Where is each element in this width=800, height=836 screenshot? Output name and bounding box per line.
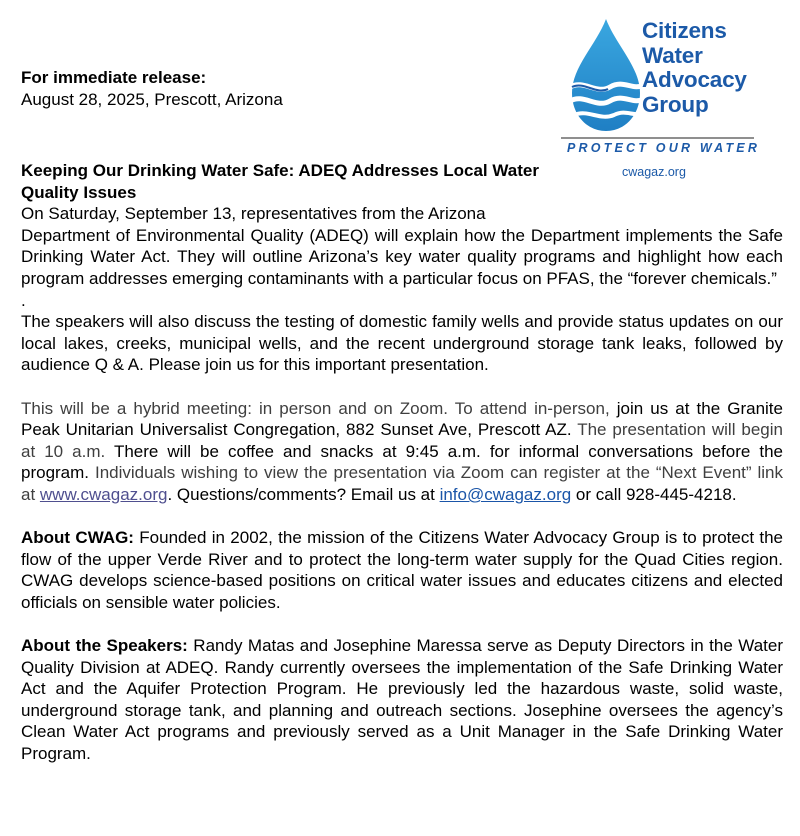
meeting-coffee: There will be coffee and snacks at 9:45 a.m. for informal conversations before the program.	[21, 441, 783, 483]
logo-wordmark	[642, 19, 747, 117]
about-cwag-text: Founded in 2002, the mission of the Citizens Water Advocacy Group is to protect the flow of the upper Verde River and to protect the long-term water supply for the Quad Cities region. CWAG develops science-based positions on critical water issues and educates citizens and elected officials on sensible water policies.	[21, 528, 784, 612]
about-speakers-paragraph	[21, 635, 783, 765]
meeting-time: The presentation will begin at 10 a.m.	[21, 420, 783, 461]
intro-first-line: On Saturday, September 13, representatives from the Arizona	[21, 204, 486, 224]
about-speakers-text: Randy Matas and Josephine Maressa serve as Deputy Directors in the Water Quality Division at ADEQ. Randy currently oversees the implementation of the Safe Drinking Water Act and the Aquifer Protection Program. He previously led the hazardous waste, solid waste, underground storage tank, and planning and outreach sections. Josephine oversees the agency’s Clean Water Act programs and previously served as a Unit Manager in the Safe Drinking Water Program.	[21, 636, 784, 764]
release-block	[21, 67, 283, 111]
meeting-paragraph	[21, 398, 783, 506]
headline: Keeping Our Drinking Water Safe: ADEQ Addresses Local Water Quality Issues	[21, 161, 539, 202]
email-link[interactable]: info@cwagaz.org	[439, 484, 572, 504]
press-release-body	[21, 160, 783, 765]
release-label: For immediate release:	[21, 68, 207, 87]
paragraph-gap	[21, 376, 783, 398]
logo-website: cwagaz.org	[622, 165, 686, 179]
logo-tagline: PROTECT OUR WATER	[567, 141, 761, 155]
logo-name-line: Citizens	[642, 18, 727, 43]
meeting-zoom: Individuals wishing to view the presentation via Zoom can register at the “Next Event” link at	[21, 463, 783, 504]
about-cwag-paragraph	[21, 527, 783, 613]
paragraph-gap	[21, 506, 783, 528]
logo-name-line: Group	[642, 91, 709, 117]
about-cwag-label: About CWAG:	[21, 528, 134, 548]
intro-paragraph: Department of Environmental Quality (ADEQ) will explain how the Department implements the Safe Drinking Water Act. They will outline Arizona’s key water quality programs and highlight how each program addresses emerging contaminants with a particular focus on PFAS, the “forever chemicals.”	[21, 225, 783, 288]
logo-name-line: Water	[642, 42, 703, 68]
water-drop-icon	[566, 17, 646, 135]
meeting-questions: . Questions/comments? Email us at	[167, 484, 440, 504]
about-speakers-label: About the Speakers:	[21, 636, 188, 656]
paragraph-gap	[21, 613, 783, 635]
separator-dot: .	[21, 290, 26, 310]
meeting-text: This will be a hybrid meeting: in person and on Zoom. To attend in-person,	[21, 398, 617, 418]
logo-divider	[561, 137, 754, 139]
logo-name-line: Advocacy	[642, 67, 747, 92]
website-link[interactable]: www.cwagaz.org	[39, 484, 168, 504]
speakers-topics-paragraph: The speakers will also discuss the testing of domestic family wells and provide status updates on our local lakes, creeks, municipal wells, and the recent underground storage tank leaks, followed by audience Q & A. Please join us for this important presentation.	[21, 312, 783, 375]
dateline: August 28, 2025, Prescott, Arizona	[21, 90, 283, 109]
meeting-location: join us at the Granite Peak Unitarian Universalist Congregation, 882 Sunset Ave, Prescott AZ.	[21, 398, 783, 440]
meeting-phone: or call 928-445-4218.	[571, 484, 737, 504]
